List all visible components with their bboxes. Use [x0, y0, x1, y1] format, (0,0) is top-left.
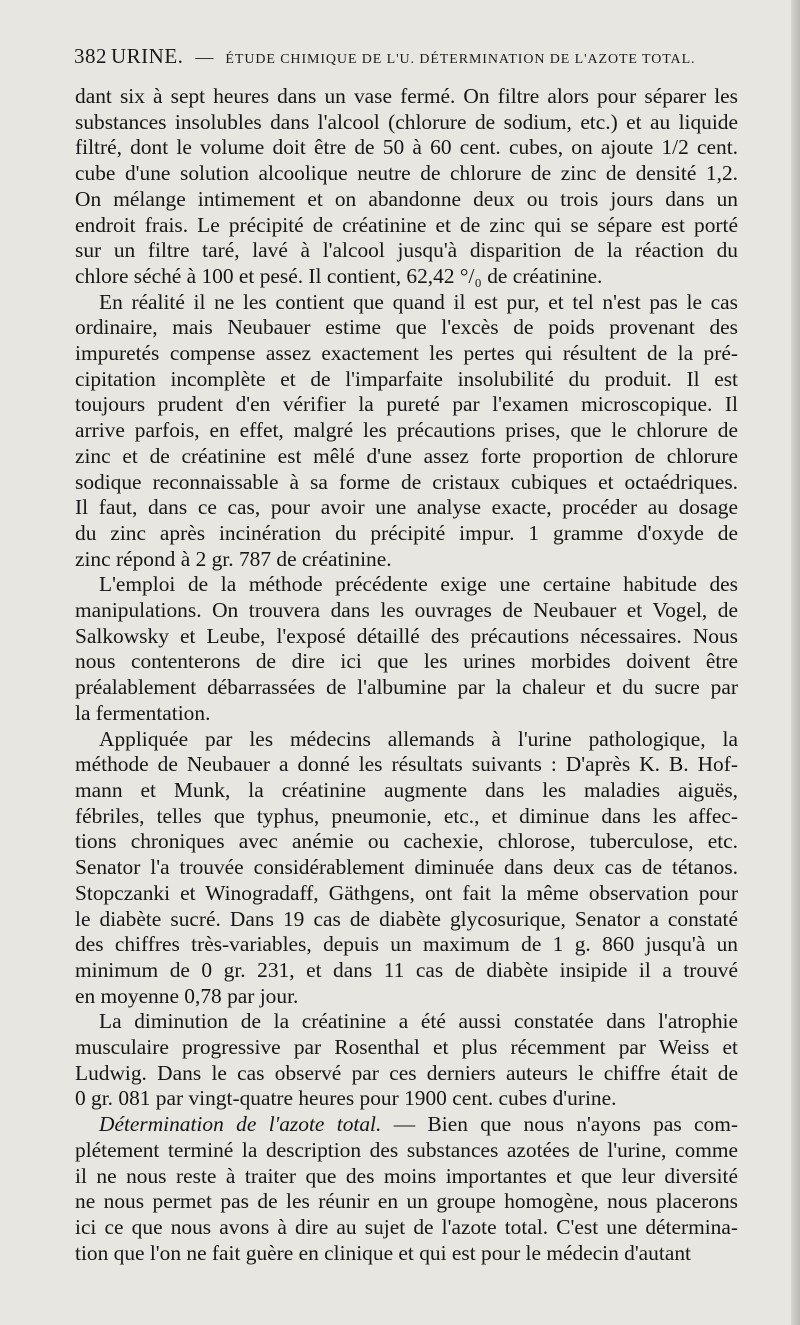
paragraph: Appliquée par les médecins allemands à l'urine pathologique, la méthode de Neubauer a donné les résultats suivants : D'après K. B. Hof- mann et Munk, la créatinine augmente dans les maladies aiguës, fébriles, telles que typhus, pneumonie, etc., et diminue dans les affec- tions chroniques avec anémie ou cachexie, chlorose, tuberculose, etc. Senator l'a trouvée considérablement diminuée dans deux cas de tétanos. Stopczanki et Winogradaff, Gäthgens, ont fait la même observation pour le diabète sucré. Dans 19 cas de diabète glycosurique, Senator a constaté des chiffres très-variables, depuis un maximum de 1 g. 860 jusqu'à un minimum de 0 gr. 231, et dans 11 cas de diabète insipide il a trouvé en moyenne 0,78 par jour. [75, 726, 738, 1008]
section-title: ÉTUDE CHIMIQUE DE L'U. DÉTERMINATION DE L'AZOTE TOTAL. [225, 52, 696, 67]
page-edge-shadow [791, 0, 800, 1325]
running-title: URINE. [111, 44, 184, 68]
paragraph: La diminution de la créatinine a été aussi constatée dans l'atrophie musculaire progressive par Rosenthal et plus récemment par Weiss et Ludwig. Dans le cas observé par ces derniers auteurs le chiffre était de 0 gr. 081 par vingt-quatre heures pour 1900 cent. cubes d'urine. [75, 1009, 738, 1111]
paragraph: L'emploi de la méthode précédente exige une certaine habitude des manipulations. On trouvera dans les ouvrages de Neubauer et Vogel, de Salkowsky et Leube, l'exposé détaillé des précautions nécessaires. Nous nous contenterons de dire ici que les urines morbides doivent être préalablement débarrassées de l'albumine par la chaleur et du sucre par la fermentation. [75, 572, 738, 725]
paragraph: Détermination de l'azote total. — Bien que nous n'ayons pas com- plétement terminé la description des substances azotées de l'urine, comme il ne nous reste à traiter que des moins importantes et que leur diversité ne nous permet pas de les réunir en un groupe homogène, nous placerons ici ce que nous avons à dire au sujet de l'azote total. C'est une détermina- tion que l'on ne fait guère en clinique et qui est pour le médecin d'autant [75, 1112, 738, 1265]
paragraph: dant six à sept heures dans un vase fermé. On filtre alors pour séparer les substances insolubles dans l'alcool (chlorure de sodium, etc.) et au liquide filtré, dont le volume doit être de 50 à 60 cent. cubes, on ajoute 1/2 cent. cube d'une solution alcoolique neutre de chlorure de zinc de densité 1,2. On mélange intimement et on abandonne deux ou trois jours dans un endroit frais. Le précipité de créatinine et de zinc qui se sépare est porté sur un filtre taré, lavé à l'alcool jusqu'à disparition de la réaction du chlore séché à 100 et pesé. Il contient, 62,42 °/₀ de créatinine. [75, 84, 738, 288]
heading-dash: — [381, 1112, 428, 1137]
running-header [74, 44, 744, 78]
page-number: 382 [74, 44, 107, 68]
header-dash: — [195, 47, 214, 67]
section-heading: Détermination de l'azote total. [99, 1112, 382, 1137]
paragraph: En réalité il ne les contient que quand il est pur, et tel n'est pas le cas ordinaire, mais Neubauer estime que l'excès de poids provenant des impuretés compense assez exactement les pertes qui résultent de la pré- cipitation incomplète et de l'imparfaite insolubilité du produit. Il est toujours prudent d'en vérifier la pureté par l'examen microscopique. Il arrive parfois, en effet, malgré les précautions prises, que le chlorure de zinc et de créatinine est mêlé d'une assez forte proportion de chlorure sodique reconnaissable à sa forme de cristaux cubiques et octaédriques. Il faut, dans ce cas, pour avoir une analyse exacte, procéder au dosage du zinc après incinération du précipité impur. 1 gramme d'oxyde de zinc répond à 2 gr. 787 de créatinine. [75, 289, 738, 571]
body-text [75, 84, 738, 1266]
